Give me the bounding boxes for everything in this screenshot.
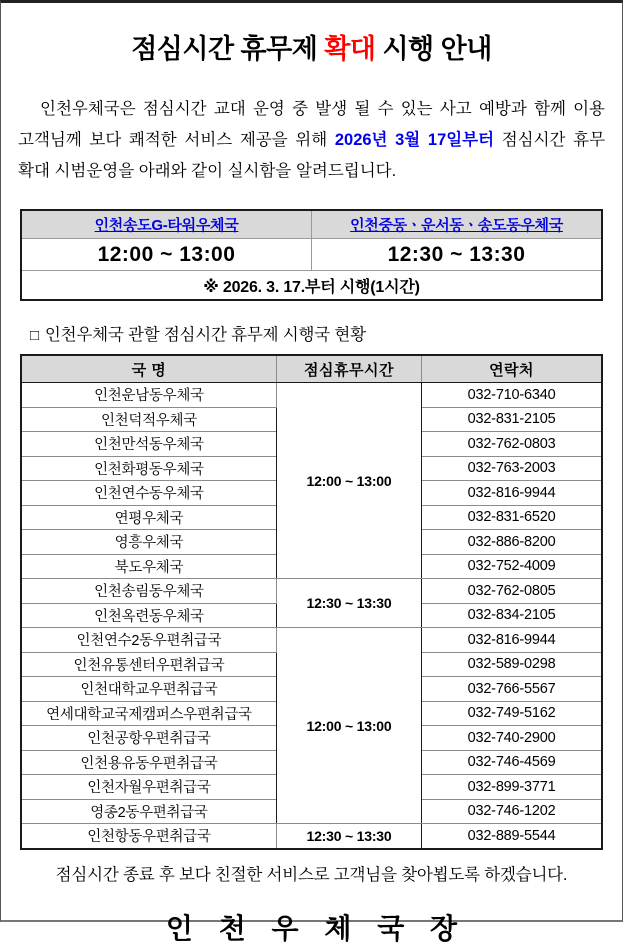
office-name-cell: 인천자월우편취급국 <box>21 775 276 800</box>
intro-text-part2: 점심시간 휴무 확대 시범운영을 아래와 같이 실시함을 알려드립니다. <box>18 131 606 180</box>
contact-cell: 032-762-0805 <box>422 579 602 604</box>
office-name-cell: 인천송림동우체국 <box>21 579 276 604</box>
lunch-time-cell: 12:30 ~ 13:30 <box>276 824 421 849</box>
office-name-cell: 인천용유동우편취급국 <box>21 750 276 775</box>
table-row <box>21 628 602 653</box>
office-name-cell: 인천연수2동우편취급국 <box>21 628 276 653</box>
column-header-lunch-time: 점심휴무시간 <box>276 355 421 383</box>
contact-cell: 032-762-0803 <box>422 432 602 457</box>
section-heading <box>30 321 611 345</box>
title-text-post: 시행 안내 <box>375 34 492 64</box>
summary-note-row <box>21 271 602 301</box>
office-name-cell: 인천운남동우체국 <box>21 383 276 408</box>
office-name-cell: 영종2동우편취급국 <box>21 799 276 824</box>
office-name-cell: 인천대학교우편취급국 <box>21 677 276 702</box>
lunch-time-cell: 12:00 ~ 13:00 <box>276 628 421 824</box>
contact-cell: 032-749-5162 <box>422 701 602 726</box>
summary-note: ※ 2026. 3. 17.부터 시행(1시간) <box>21 271 602 301</box>
office-name-cell: 인천덕적우체국 <box>21 407 276 432</box>
office-name-cell: 인천화평동우체국 <box>21 456 276 481</box>
summary-time-2: 12:30 ~ 13:30 <box>312 239 603 271</box>
contact-cell: 032-816-9944 <box>422 481 602 506</box>
column-header-office-name: 국 명 <box>21 355 276 383</box>
office-name-cell: 연세대학교국제캠퍼스우편취급국 <box>21 701 276 726</box>
intro-date-highlight: 2026년 3월 17일부터 <box>334 131 495 149</box>
intro-text-part1: 인천우체국은 점심시간 교대 운영 중 발생 될 수 있는 사고 예방과 함께 이용 고객님께 보다 쾌적한 서비스 제공을 위해 <box>18 100 605 149</box>
table-row <box>21 824 602 849</box>
empty-checkbox-icon: □ <box>30 327 39 344</box>
contact-cell: 032-889-5544 <box>422 824 602 849</box>
offices-table-head <box>21 355 602 383</box>
contact-cell: 032-763-2003 <box>422 456 602 481</box>
office-name-cell: 인천유통센터우편취급국 <box>21 652 276 677</box>
contact-cell: 032-740-2900 <box>422 726 602 751</box>
summary-schedule-table <box>20 209 603 301</box>
contact-cell: 032-752-4009 <box>422 554 602 579</box>
contact-cell: 032-886-8200 <box>422 530 602 555</box>
summary-header-row <box>21 210 602 239</box>
contact-cell: 032-831-6520 <box>422 505 602 530</box>
office-name-cell: 연평우체국 <box>21 505 276 530</box>
office-name-cell: 인천만석동우체국 <box>21 432 276 457</box>
page-content <box>1 3 622 947</box>
closing-message: 점심시간 종료 후 보다 친절한 서비스로 고객님을 찾아뵙도록 하겠습니다. <box>55 865 568 884</box>
contact-cell: 032-766-5567 <box>422 677 602 702</box>
lunch-time-cell: 12:00 ~ 13:00 <box>276 383 421 579</box>
summary-office-group-1: 인천송도G-타워우체국 <box>21 210 312 239</box>
signature-line: 인 천 우 체 국 장 <box>165 912 467 944</box>
page-title <box>12 27 611 66</box>
summary-table-body <box>21 210 602 300</box>
contact-cell: 032-899-3771 <box>422 775 602 800</box>
summary-office-group-2: 인천중동ㆍ운서동ㆍ송도동우체국 <box>312 210 603 239</box>
table-row <box>21 579 602 604</box>
contact-cell: 032-746-4569 <box>422 750 602 775</box>
contact-cell: 032-746-1202 <box>422 799 602 824</box>
office-name-cell: 북도우체국 <box>21 554 276 579</box>
office-name-cell: 인천연수동우체국 <box>21 481 276 506</box>
title-text-highlight: 확대 <box>324 34 376 64</box>
title-text-pre: 점심시간 휴무제 <box>131 34 325 64</box>
intro-paragraph <box>18 94 605 187</box>
offices-table <box>20 354 603 850</box>
office-name-cell: 영흥우체국 <box>21 530 276 555</box>
contact-cell: 032-710-6340 <box>422 383 602 408</box>
table-row <box>21 383 602 408</box>
summary-time-1: 12:00 ~ 13:00 <box>21 239 312 271</box>
contact-cell: 032-834-2105 <box>422 603 602 628</box>
section-heading-label: 인천우체국 관할 점심시간 휴무제 시행국 현황 <box>44 326 366 344</box>
lunch-time-cell: 12:30 ~ 13:30 <box>276 579 421 628</box>
contact-cell: 032-831-2105 <box>422 407 602 432</box>
office-name-cell: 인천공항우편취급국 <box>21 726 276 751</box>
summary-time-row <box>21 239 602 271</box>
offices-header-row <box>21 355 602 383</box>
column-header-contact: 연락처 <box>422 355 602 383</box>
office-name-cell: 인천옥련동우체국 <box>21 603 276 628</box>
contact-cell: 032-816-9944 <box>422 628 602 653</box>
offices-table-body <box>21 383 602 849</box>
office-name-cell: 인천항동우편취급국 <box>21 824 276 849</box>
contact-cell: 032-589-0298 <box>422 652 602 677</box>
